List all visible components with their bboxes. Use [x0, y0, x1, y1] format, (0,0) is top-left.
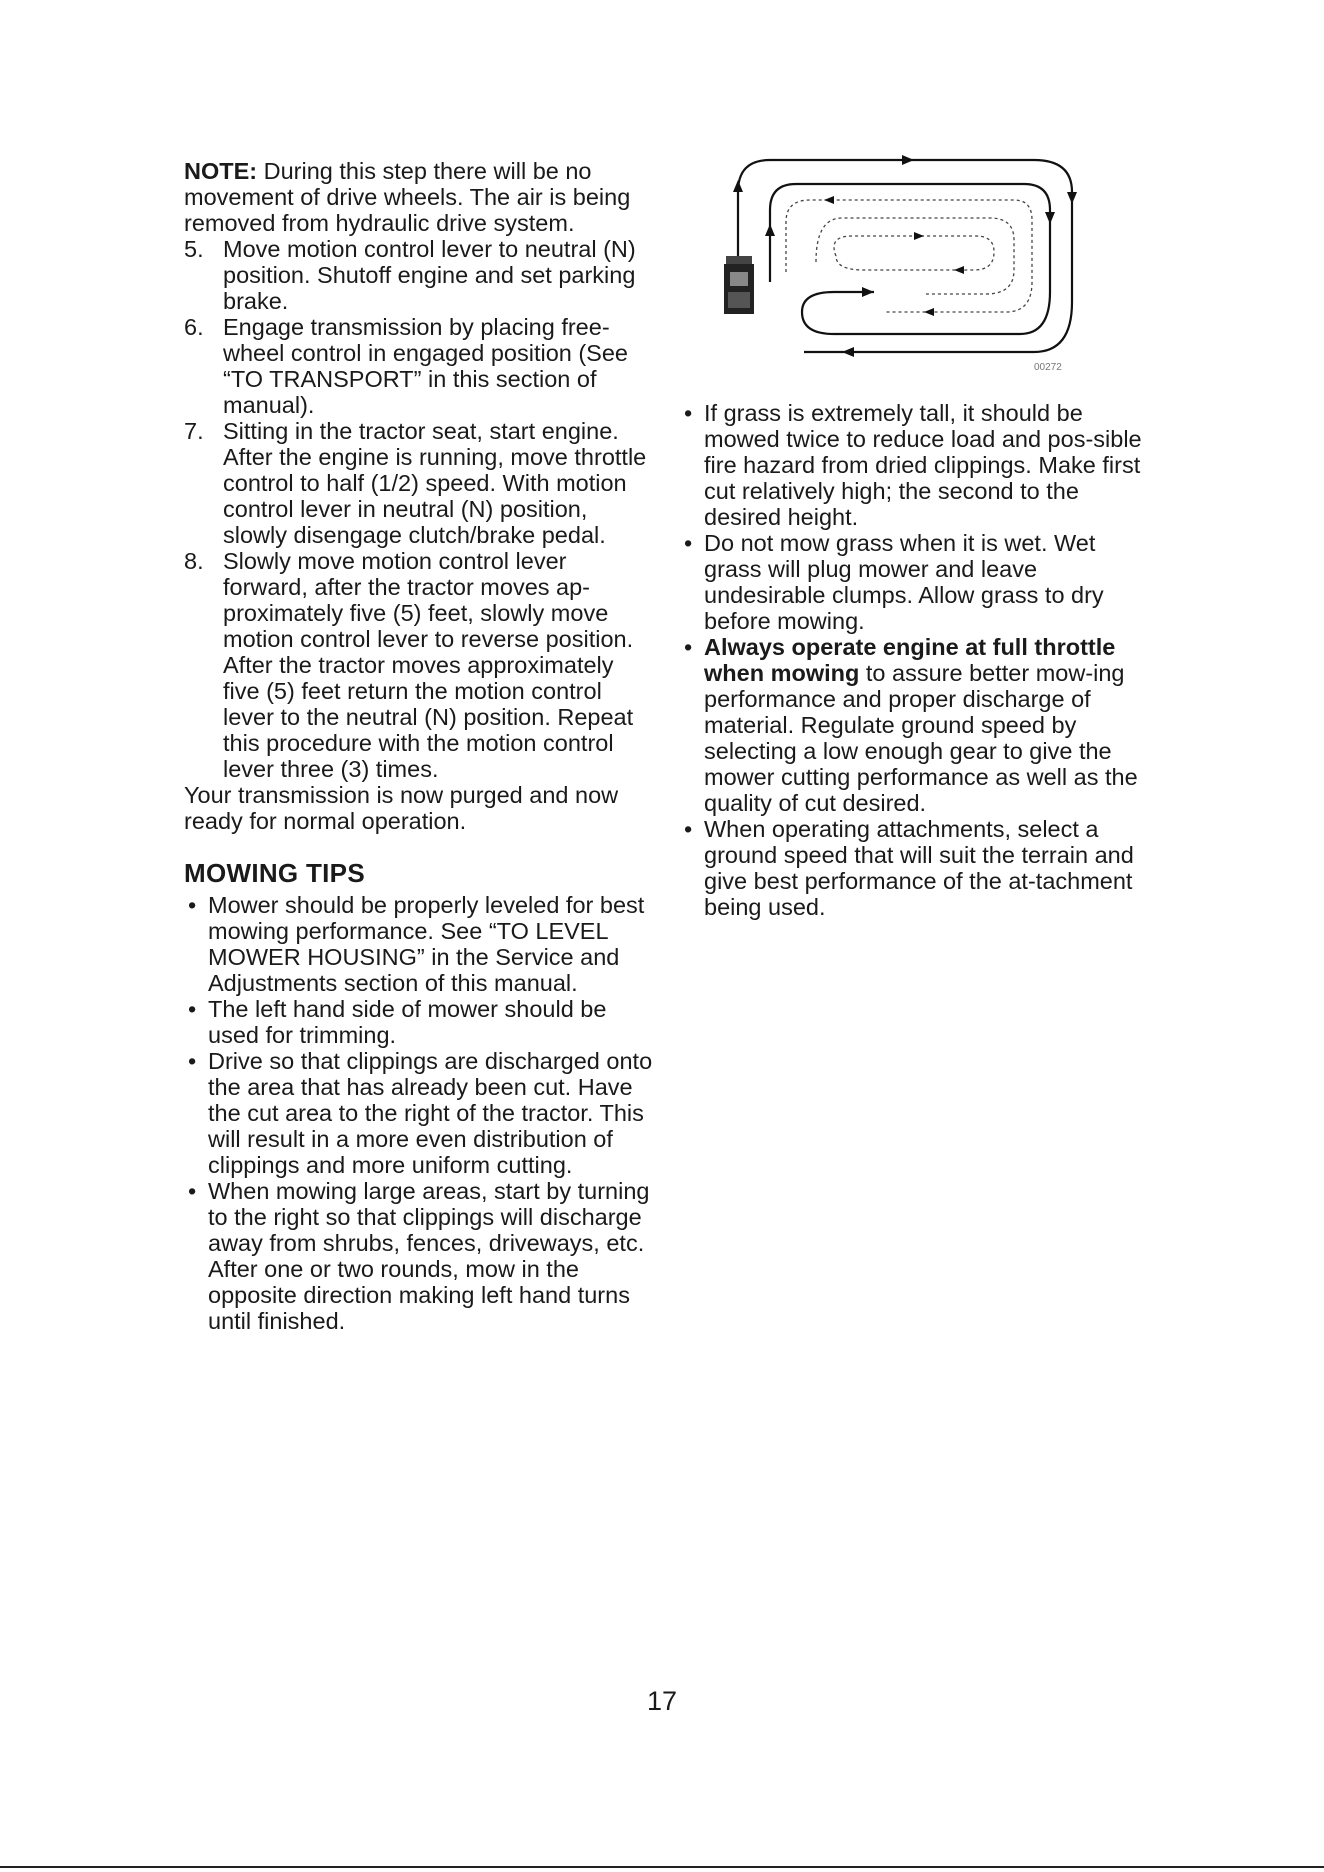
arrow-icon: [824, 196, 834, 204]
tip-text: If grass is extremely tall, it should be mowed twice to reduce load and pos-sible fire hazard from dried clippings. Make first cut relatively high; the second to the desired height.: [704, 400, 1142, 530]
step-text: Move motion control lever to neutral (N) position. Shutoff engine and set parking brake.: [223, 236, 636, 314]
step-number: 8.: [184, 548, 204, 574]
tip-text: to assure better mow-ing performance and proper discharge of material. Regulate ground speed by selecting a low enough gear to give the mower cutting performance as well as the quality of cut desired.: [704, 660, 1138, 816]
tip-item: [680, 400, 1150, 530]
page-number: 17: [646, 1686, 678, 1716]
left-column: [184, 158, 654, 1334]
inner-mowing-path-2: [816, 218, 1014, 294]
arrow-icon: [914, 232, 924, 240]
step-item: [184, 418, 654, 548]
step-number: 6.: [184, 314, 204, 340]
note-text: During this step there will be no movement of drive wheels. The air is being removed from hydraulic drive system.: [184, 158, 631, 236]
step-number: 7.: [184, 418, 204, 444]
tip-text: Do not mow grass when it is wet. Wet grass will plug mower and leave undesirable clumps. Allow grass to dry before mowing.: [704, 530, 1104, 634]
tip-item: • The left hand side of mower should be used for trimming.: [184, 996, 654, 1048]
step-text: Engage transmission by placing free-wheel control in engaged position (See “TO TRANSPORT” in this section of manual).: [223, 314, 628, 418]
step-text: Slowly move motion control lever forward, after the tractor moves ap-proximately five (5) feet, slowly move motion control lever to reverse position. After the tractor moves approximately five (5) feet return the motion control lever to the neutral (N) position. Repeat this procedure with the motion control lever three (3) times.: [223, 548, 634, 782]
tip-item: • Mower should be properly leveled for best mowing performance. See “TO LEVEL MOWER HOUSING” in the Service and Adjustments section of this manual.: [184, 892, 654, 996]
right-column: [680, 400, 1150, 920]
mowing-tips-continued-list: [680, 400, 1150, 920]
arrow-icon: [902, 155, 914, 165]
mowing-tips-heading: MOWING TIPS: [184, 858, 365, 888]
arrow-icon: [862, 287, 874, 297]
arrow-icon: [733, 180, 743, 192]
diagram-code: 00272: [1034, 362, 1062, 373]
inner-mowing-path-1: [786, 200, 1032, 312]
tip-text: When operating attachments, select a ground speed that will suit the terrain and give best performance of the at-tachment being used.: [704, 816, 1134, 920]
mowing-tips-list: [184, 892, 654, 1334]
tip-item: [680, 634, 1150, 816]
step-item: [184, 314, 654, 418]
arrow-icon: [1067, 192, 1077, 204]
tip-item: [680, 816, 1150, 920]
arrow-icon: [924, 308, 934, 316]
step-item: [184, 548, 654, 782]
arrow-icon: [765, 224, 775, 236]
note-label: NOTE:: [184, 158, 258, 184]
step-item: [184, 236, 654, 314]
purge-steps-list: [184, 236, 654, 782]
tip-bold: Always operate engine at full throttle when mowing: [704, 634, 1116, 686]
purge-conclusion: Your transmission is now purged and now ready for normal operation.: [184, 782, 619, 834]
mowing-pattern-diagram: [724, 152, 1084, 377]
arrow-icon: [842, 347, 854, 357]
tractor-icon: [724, 256, 754, 314]
tip-item: • Drive so that clippings are discharged onto the area that has already been cut. Have the cut area to the right of the tractor. This will result in a more even distribution of clippings and more uniform cutting.: [184, 1048, 654, 1178]
tip-item: • When mowing large areas, start by turning to the right so that clippings will discharge away from shrubs, fences, driveways, etc. After one or two rounds, mow in the opposite direction making left hand turns until finished.: [184, 1178, 654, 1334]
step-text: Sitting in the tractor seat, start engine. After the engine is running, move throttle control to half (1/2) speed. With motion control lever in neutral (N) position, slowly disengage clutch/brake pedal.: [223, 418, 647, 548]
arrow-icon: [1045, 212, 1055, 224]
tip-item: [680, 530, 1150, 634]
inner-mowing-path-3: [834, 236, 994, 270]
arrow-icon: [954, 266, 964, 274]
step-number: 5.: [184, 236, 204, 262]
note-paragraph: [184, 158, 654, 236]
outer-mowing-path: [738, 160, 1072, 352]
bottom-rule: [0, 1866, 1324, 1868]
